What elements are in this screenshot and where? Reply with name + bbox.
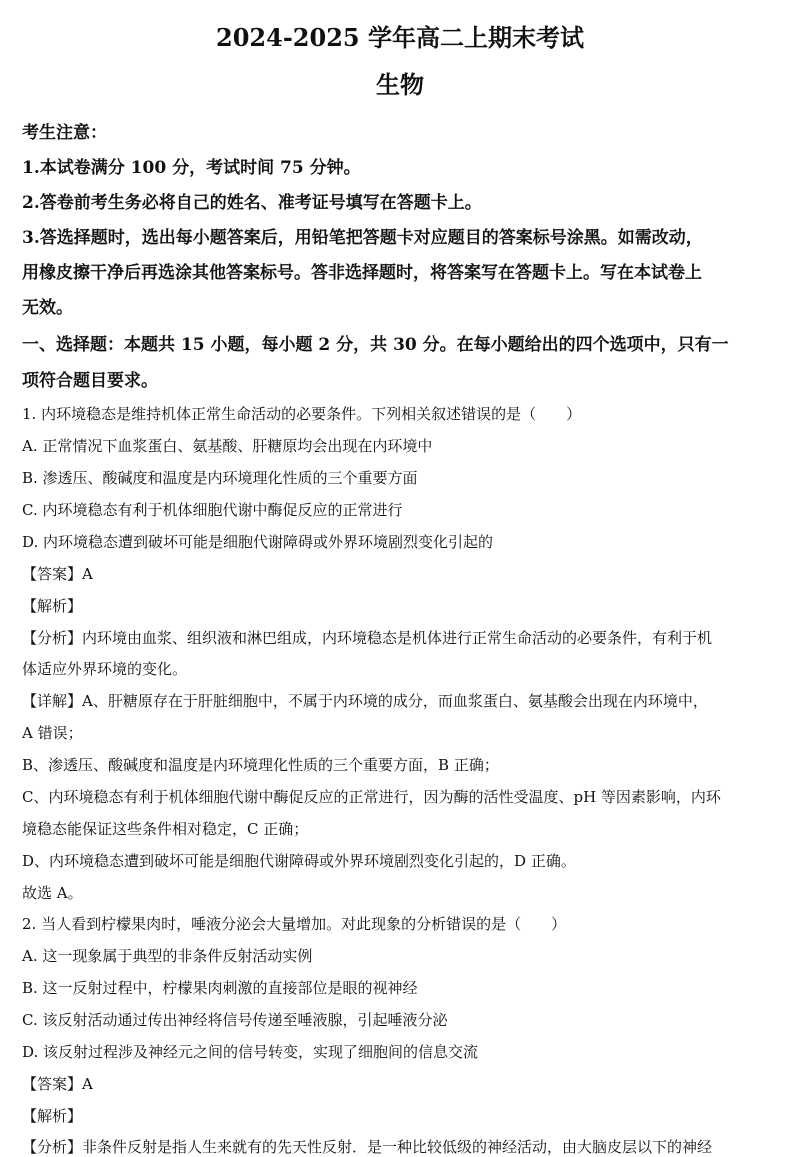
question-option: A. 这一现象属于典型的非条件反射活动实例 <box>22 947 313 965</box>
question-option: B. 渗透压、酸碱度和温度是内环境理化性质的三个重要方面 <box>22 469 418 487</box>
question-stem: 2. 当人看到柠檬果肉时，唾液分泌会大量增加。对此现象的分析错误的是（ ） <box>22 915 567 933</box>
section-heading: 一、选择题：本题共 15 小题，每小题 2 分，共 30 分。在每小题给出的四个选项中，只有一 <box>22 335 729 355</box>
exam-title: 2024-2025 学年高二上期末考试 <box>216 23 584 52</box>
section-heading-cont: 项符合题目要求。 <box>22 371 158 391</box>
subject-title: 生物 <box>376 70 424 99</box>
answer-label: 【答案】A <box>22 565 93 583</box>
question-option: B. 这一反射过程中，柠檬果肉刺激的直接部位是眼的视神经 <box>22 979 418 997</box>
explanation-line: 故选 A。 <box>22 884 83 902</box>
question-option: D. 该反射过程涉及神经元之间的信号转变，实现了细胞间的信息交流 <box>22 1043 479 1061</box>
explanation-line: B、渗透压、酸碱度和温度是内环境理化性质的三个重要方面，B 正确； <box>22 756 499 774</box>
notice-item: 2.答卷前考生务必将自己的姓名、准考证号填写在答题卡上。 <box>22 193 482 213</box>
notice-heading: 考生注意： <box>22 123 107 143</box>
explanation-line: D、内环境稳态遭到破坏可能是细胞代谢障碍或外界环境剧烈变化引起的，D 正确。 <box>22 852 576 870</box>
question-option: C. 内环境稳态有利于机体细胞代谢中酶促反应的正常进行 <box>22 501 403 519</box>
question-stem: 1. 内环境稳态是维持机体正常生命活动的必要条件。下列相关叙述错误的是（ ） <box>22 405 582 423</box>
analysis-label: 【解析】 <box>22 597 83 615</box>
question-option: A. 正常情况下血浆蛋白、氨基酸、肝糖原均会出现在内环境中 <box>22 437 433 455</box>
explanation-line: 境稳态能保证这些条件相对稳定，C 正确； <box>22 820 309 838</box>
question-option: D. 内环境稳态遭到破坏可能是细胞代谢障碍或外界环境剧烈变化引起的 <box>22 533 494 551</box>
explanation-line: 【详解】A、肝糖原存在于肝脏细胞中，不属于内环境的成分，而血浆蛋白、氨基酸会出现在内环境中， <box>22 692 708 710</box>
question-option: C. 该反射活动通过传出神经将信号传递至唾液腺，引起唾液分泌 <box>22 1011 448 1029</box>
notice-item: 1.本试卷满分 100 分，考试时间 75 分钟。 <box>22 158 361 178</box>
answer-label: 【答案】A <box>22 1075 93 1093</box>
explanation-line: A 错误； <box>22 724 83 742</box>
explanation-line: 【分析】非条件反射是指人生来就有的先天性反射．是一种比较低级的神经活动，由大脑皮层以下的神经 <box>22 1138 713 1156</box>
analysis-label: 【解析】 <box>22 1107 83 1125</box>
explanation-line: C、内环境稳态有利于机体细胞代谢中酶促反应的正常进行，因为酶的活性受温度、pH 等因素影响，内环 <box>22 788 721 806</box>
notice-item: 3.答选择题时，选出每小题答案后，用铅笔把答题卡对应题目的答案标号涂黑。如需改动， <box>22 228 703 248</box>
notice-item: 用橡皮擦干净后再选涂其他答案标号。答非选择题时，将答案写在答题卡上。写在本试卷上 <box>22 263 702 283</box>
explanation-line: 【分析】内环境由血浆、组织液和淋巴组成，内环境稳态是机体进行正常生命活动的必要条件，有利于机 <box>22 629 713 647</box>
notice-item: 无效。 <box>22 298 73 318</box>
explanation-line: 体适应外界环境的变化。 <box>22 660 188 678</box>
